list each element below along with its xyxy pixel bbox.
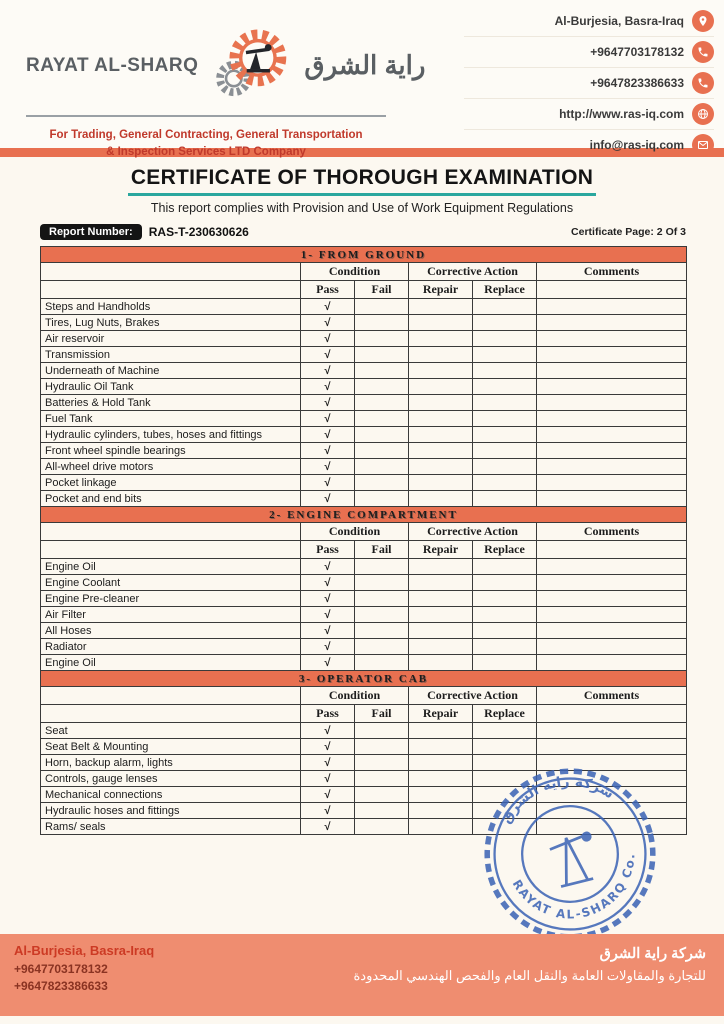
fail-cell: [355, 475, 409, 491]
replace-cell: [473, 655, 537, 671]
comments-cell: [537, 299, 687, 315]
section-header: 2- ENGINE COMPARTMENT: [41, 507, 687, 523]
comments-cell: [537, 739, 687, 755]
item-cell: Front wheel spindle bearings: [41, 443, 301, 459]
condition-header: Condition: [301, 523, 409, 541]
company-logo-block: [26, 20, 426, 160]
item-cell: Batteries & Hold Tank: [41, 395, 301, 411]
repair-cell: [409, 623, 473, 639]
footer-contact-block: [0, 934, 154, 996]
item-cell: Steps and Handholds: [41, 299, 301, 315]
gears-pumpjack-logo-icon: [208, 20, 294, 111]
footer-phone1: +9647703178132: [14, 962, 108, 976]
fail-cell: [355, 755, 409, 771]
stamp-arabic-text: شركة راية الشرق: [498, 773, 617, 827]
replace-cell: [473, 427, 537, 443]
document-subtitle: This report complies with Provision and Use of Work Equipment Regulations: [150, 201, 574, 215]
table-row: [41, 607, 687, 623]
corrective-action-header: Corrective Action: [409, 687, 537, 705]
fail-header: Fail: [355, 281, 409, 299]
fail-cell: [355, 723, 409, 739]
comments-cell: [537, 443, 687, 459]
table-row: [41, 491, 687, 507]
replace-cell: [473, 411, 537, 427]
pass-cell: √: [301, 491, 355, 507]
pass-cell: √: [301, 739, 355, 755]
repair-cell: [409, 315, 473, 331]
email-icon: [692, 134, 714, 156]
repair-cell: [409, 591, 473, 607]
pass-cell: √: [301, 655, 355, 671]
repair-cell: [409, 607, 473, 623]
item-cell: Tires, Lug Nuts, Brakes: [41, 315, 301, 331]
comments-cell: [537, 379, 687, 395]
fail-cell: [355, 395, 409, 411]
report-number-value: RAS-T-230630626: [148, 225, 249, 239]
repair-cell: [409, 299, 473, 315]
repair-cell: [409, 755, 473, 771]
item-cell: Hydraulic cylinders, tubes, hoses and fittings: [41, 427, 301, 443]
replace-cell: [473, 443, 537, 459]
table-row: [41, 559, 687, 575]
repair-cell: [409, 559, 473, 575]
company-name-ar: راية الشرق: [304, 50, 426, 80]
comments-cell: [537, 623, 687, 639]
logo-row: [26, 20, 426, 117]
comments-cell: [537, 411, 687, 427]
table-row: [41, 459, 687, 475]
inspection-table-body: [41, 247, 687, 835]
item-cell: Hydraulic Oil Tank: [41, 379, 301, 395]
replace-cell: [473, 623, 537, 639]
item-cell: Engine Oil: [41, 655, 301, 671]
fail-cell: [355, 607, 409, 623]
table-row: [41, 803, 687, 819]
replace-cell: [473, 559, 537, 575]
pass-cell: √: [301, 623, 355, 639]
table-row: [41, 591, 687, 607]
comments-cell: [537, 591, 687, 607]
empty-header-cell: [41, 263, 301, 281]
pass-cell: √: [301, 427, 355, 443]
item-cell: Radiator: [41, 639, 301, 655]
fail-header: Fail: [355, 705, 409, 723]
empty-header-cell: [41, 541, 301, 559]
table-row: [41, 315, 687, 331]
fail-cell: [355, 739, 409, 755]
contact-text: http://www.ras-iq.com: [559, 107, 684, 121]
comments-cell: [537, 803, 687, 819]
fail-cell: [355, 363, 409, 379]
repair-cell: [409, 443, 473, 459]
item-cell: All Hoses: [41, 623, 301, 639]
tagline-line1: For Trading, General Contracting, General Transportation: [49, 129, 363, 141]
repair-cell: [409, 379, 473, 395]
replace-cell: [473, 639, 537, 655]
phone-icon: [692, 72, 714, 94]
fail-cell: [355, 819, 409, 835]
pass-cell: √: [301, 299, 355, 315]
replace-header: Replace: [473, 705, 537, 723]
comments-cell: [537, 363, 687, 379]
table-row: [41, 347, 687, 363]
pass-cell: √: [301, 559, 355, 575]
fail-cell: [355, 315, 409, 331]
table-row: [41, 411, 687, 427]
comments-cell: [537, 491, 687, 507]
replace-cell: [473, 771, 537, 787]
replace-cell: [473, 575, 537, 591]
table-row: [41, 443, 687, 459]
replace-cell: [473, 607, 537, 623]
item-cell: Seat Belt & Mounting: [41, 739, 301, 755]
repair-cell: [409, 347, 473, 363]
replace-cell: [473, 491, 537, 507]
corrective-action-header: Corrective Action: [409, 263, 537, 281]
replace-cell: [473, 475, 537, 491]
table-row: [41, 395, 687, 411]
replace-cell: [473, 459, 537, 475]
contact-text: +9647703178132: [590, 45, 684, 59]
replace-cell: [473, 819, 537, 835]
footer-phone2: +9647823386633: [14, 979, 108, 993]
header: [0, 0, 724, 158]
section-header: 1- FROM GROUND: [41, 247, 687, 263]
item-cell: Hydraulic hoses and fittings: [41, 803, 301, 819]
pass-cell: √: [301, 575, 355, 591]
empty-header-cell: [41, 687, 301, 705]
fail-cell: [355, 575, 409, 591]
replace-header: Replace: [473, 281, 537, 299]
comments-header: Comments: [537, 263, 687, 281]
pass-header: Pass: [301, 705, 355, 723]
item-cell: Horn, backup alarm, lights: [41, 755, 301, 771]
title-block: [0, 166, 724, 215]
repair-header: Repair: [409, 541, 473, 559]
contact-row: [464, 99, 714, 130]
item-cell: Pocket and end bits: [41, 491, 301, 507]
replace-cell: [473, 315, 537, 331]
comments-cell: [537, 559, 687, 575]
comments-cell: [537, 315, 687, 331]
comments-cell: [537, 459, 687, 475]
pass-cell: √: [301, 347, 355, 363]
document-title: CERTIFICATE OF THOROUGH EXAMINATION: [130, 166, 594, 189]
table-row: [41, 363, 687, 379]
empty-header-cell: [41, 705, 301, 723]
comments-cell: [537, 787, 687, 803]
fail-cell: [355, 379, 409, 395]
pass-cell: √: [301, 787, 355, 803]
repair-cell: [409, 655, 473, 671]
fail-cell: [355, 559, 409, 575]
globe-icon: [692, 103, 714, 125]
pass-cell: √: [301, 639, 355, 655]
item-cell: Mechanical connections: [41, 787, 301, 803]
footer-address: Al-Burjesia, Basra-Iraq: [14, 943, 155, 958]
pass-cell: √: [301, 755, 355, 771]
comments-cell: [537, 655, 687, 671]
stamp-derrick-icon: [548, 832, 600, 887]
contact-text: Al-Burjesia, Basra-Iraq: [554, 14, 684, 28]
table-row: [41, 331, 687, 347]
item-cell: Seat: [41, 723, 301, 739]
contact-row: [464, 6, 714, 37]
replace-cell: [473, 755, 537, 771]
table-row: [41, 475, 687, 491]
comments-cell: [537, 475, 687, 491]
pass-cell: √: [301, 803, 355, 819]
item-cell: Fuel Tank: [41, 411, 301, 427]
fail-cell: [355, 459, 409, 475]
contact-row: [464, 37, 714, 68]
pass-cell: √: [301, 459, 355, 475]
empty-header-cell: [537, 281, 687, 299]
comments-header: Comments: [537, 523, 687, 541]
repair-cell: [409, 427, 473, 443]
repair-header: Repair: [409, 281, 473, 299]
pass-cell: √: [301, 315, 355, 331]
item-cell: Air Filter: [41, 607, 301, 623]
replace-cell: [473, 591, 537, 607]
pass-cell: √: [301, 363, 355, 379]
comments-cell: [537, 607, 687, 623]
empty-header-cell: [41, 523, 301, 541]
fail-cell: [355, 771, 409, 787]
pass-cell: √: [301, 331, 355, 347]
replace-cell: [473, 803, 537, 819]
fail-cell: [355, 427, 409, 443]
pass-cell: √: [301, 591, 355, 607]
item-cell: Transmission: [41, 347, 301, 363]
repair-cell: [409, 739, 473, 755]
fail-header: Fail: [355, 541, 409, 559]
replace-header: Replace: [473, 541, 537, 559]
section-header: 3- OPERATOR CAB: [41, 671, 687, 687]
replace-cell: [473, 723, 537, 739]
comments-cell: [537, 771, 687, 787]
table-row: [41, 655, 687, 671]
repair-cell: [409, 787, 473, 803]
replace-cell: [473, 331, 537, 347]
pass-cell: √: [301, 723, 355, 739]
table-row: [41, 771, 687, 787]
repair-cell: [409, 803, 473, 819]
repair-cell: [409, 411, 473, 427]
table-row: [41, 379, 687, 395]
fail-cell: [355, 443, 409, 459]
repair-cell: [409, 395, 473, 411]
pass-header: Pass: [301, 281, 355, 299]
item-cell: All-wheel drive motors: [41, 459, 301, 475]
repair-cell: [409, 475, 473, 491]
repair-cell: [409, 575, 473, 591]
table-row: [41, 623, 687, 639]
pass-cell: √: [301, 607, 355, 623]
replace-cell: [473, 363, 537, 379]
condition-header: Condition: [301, 263, 409, 281]
comments-cell: [537, 819, 687, 835]
table-row: [41, 427, 687, 443]
pass-cell: √: [301, 819, 355, 835]
stamp-english-text: RAYAT AL-SHARQ Co.: [509, 852, 638, 922]
table-row: [41, 819, 687, 835]
table-row: [41, 739, 687, 755]
repair-cell: [409, 639, 473, 655]
fail-cell: [355, 803, 409, 819]
report-info-row: [40, 224, 686, 240]
corrective-action-header: Corrective Action: [409, 523, 537, 541]
footer-company-block: [354, 934, 724, 984]
contact-text: info@ras-iq.com: [589, 138, 684, 152]
fail-cell: [355, 347, 409, 363]
comments-cell: [537, 427, 687, 443]
replace-cell: [473, 739, 537, 755]
item-cell: Engine Oil: [41, 559, 301, 575]
report-number-group: [40, 224, 249, 240]
comments-cell: [537, 575, 687, 591]
repair-cell: [409, 723, 473, 739]
empty-header-cell: [537, 541, 687, 559]
pass-cell: √: [301, 395, 355, 411]
pass-cell: √: [301, 475, 355, 491]
table-row: [41, 639, 687, 655]
item-cell: Rams/ seals: [41, 819, 301, 835]
fail-cell: [355, 639, 409, 655]
comments-cell: [537, 639, 687, 655]
replace-cell: [473, 395, 537, 411]
table-row: [41, 723, 687, 739]
repair-cell: [409, 363, 473, 379]
contact-text: +9647823386633: [590, 76, 684, 90]
comments-header: Comments: [537, 687, 687, 705]
comments-cell: [537, 755, 687, 771]
pass-cell: √: [301, 443, 355, 459]
fail-cell: [355, 591, 409, 607]
footer: [0, 934, 724, 1016]
fail-cell: [355, 787, 409, 803]
report-number-label: Report Number:: [40, 224, 142, 240]
footer-company-description-ar: للتجارة والمقاولات العامة والنقل العام والفحص الهندسي المحدودة: [353, 968, 706, 983]
fail-cell: [355, 491, 409, 507]
pass-cell: √: [301, 379, 355, 395]
table-row: [41, 575, 687, 591]
table-row: [41, 299, 687, 315]
svg-text:RAYAT AL-SHARQ Co.: [509, 849, 651, 936]
contact-row: [464, 68, 714, 99]
fail-cell: [355, 655, 409, 671]
replace-cell: [473, 299, 537, 315]
pass-header: Pass: [301, 541, 355, 559]
replace-cell: [473, 347, 537, 363]
repair-cell: [409, 771, 473, 787]
replace-cell: [473, 379, 537, 395]
empty-header-cell: [537, 705, 687, 723]
repair-cell: [409, 491, 473, 507]
comments-cell: [537, 723, 687, 739]
contact-list: [464, 6, 714, 160]
pass-cell: √: [301, 411, 355, 427]
comments-cell: [537, 347, 687, 363]
fail-cell: [355, 331, 409, 347]
item-cell: Underneath of Machine: [41, 363, 301, 379]
condition-header: Condition: [301, 687, 409, 705]
item-cell: Air reservoir: [41, 331, 301, 347]
title-underline: [128, 193, 596, 196]
fail-cell: [355, 411, 409, 427]
repair-header: Repair: [409, 705, 473, 723]
table-row: [41, 755, 687, 771]
certificate-page-indicator: Certificate Page: 2 Of 3: [571, 226, 686, 238]
company-tagline: [26, 127, 386, 160]
comments-cell: [537, 395, 687, 411]
item-cell: Engine Coolant: [41, 575, 301, 591]
footer-company-ar: شركة راية الشرق: [599, 946, 706, 962]
table-row: [41, 787, 687, 803]
empty-header-cell: [41, 281, 301, 299]
tagline-line2: & Inspection Services LTD Company: [106, 145, 306, 158]
fail-cell: [355, 299, 409, 315]
location-icon: [692, 10, 714, 32]
company-name-en: RAYAT AL-SHARQ: [26, 54, 199, 76]
fail-cell: [355, 623, 409, 639]
repair-cell: [409, 819, 473, 835]
replace-cell: [473, 787, 537, 803]
phone-icon: [692, 41, 714, 63]
repair-cell: [409, 331, 473, 347]
repair-cell: [409, 459, 473, 475]
contact-row: [464, 130, 714, 160]
comments-cell: [537, 331, 687, 347]
inspection-table: [40, 246, 687, 835]
item-cell: Controls, gauge lenses: [41, 771, 301, 787]
pass-cell: √: [301, 771, 355, 787]
item-cell: Engine Pre-cleaner: [41, 591, 301, 607]
item-cell: Pocket linkage: [41, 475, 301, 491]
